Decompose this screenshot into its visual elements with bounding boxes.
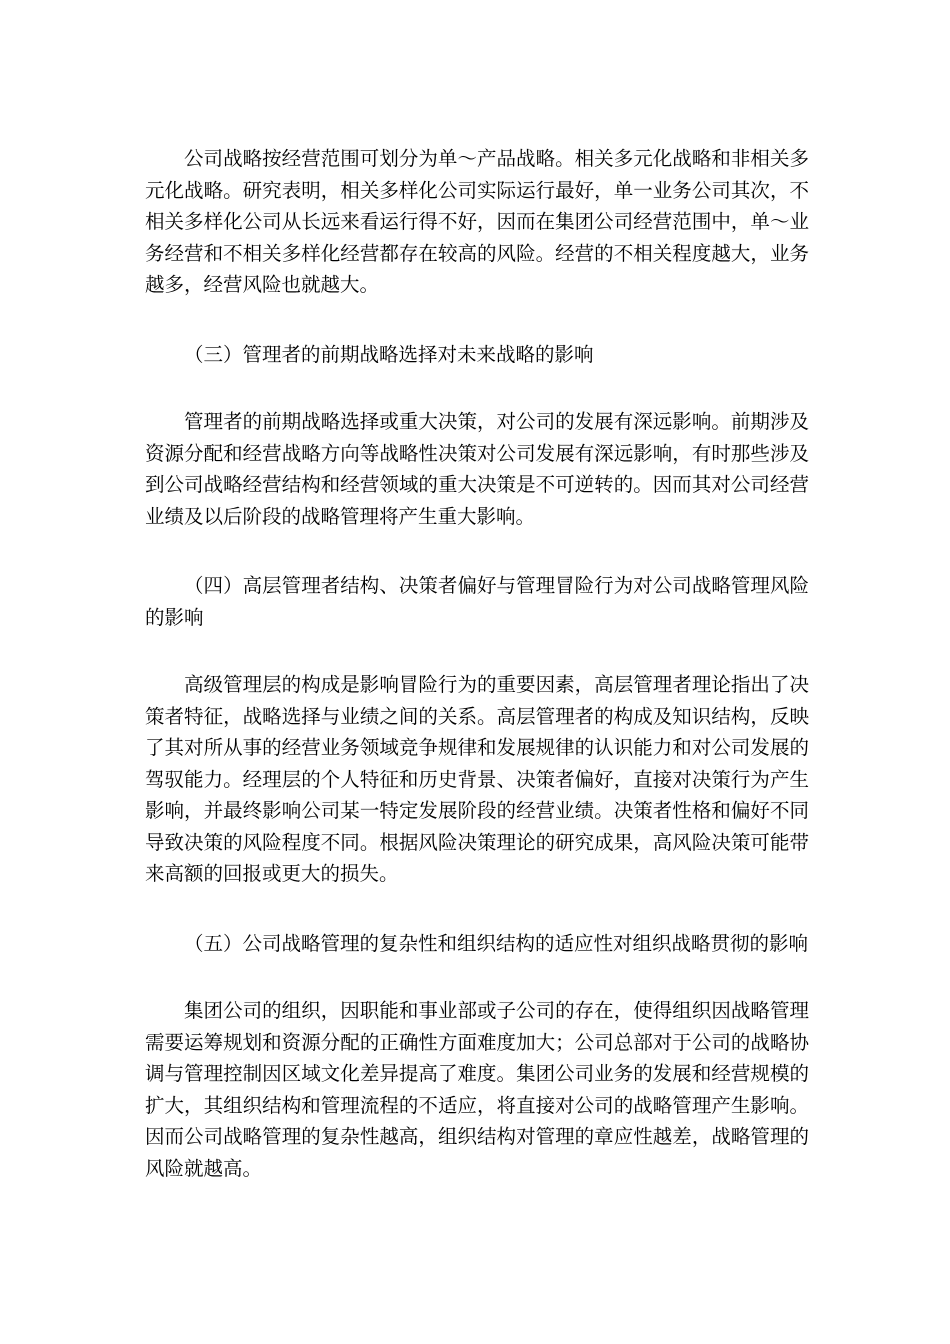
section-heading-3: （三）管理者的前期战略选择对未来战略的影响 — [184, 342, 594, 366]
document-page — [145, 143, 809, 1184]
paragraph-business-scope-strategy: 公司战略按经营范围可划分为单～产品战略。相关多元化战略和非相关多元化战略。研究表明，相关多样化公司实际运行最好，单一业务公司其次，不相关多样化公司从长远来看运行得不好，因而在集团公司经营范围中，单～业务经营和不相关多样化经营都存在较高的风险。经营的不相关程度越大，业务越多，经营风险也就越大。 — [145, 147, 809, 296]
section-heading-5: （五）公司战略管理的复杂性和组织结构的适应性对组织战略贯彻的影响 — [184, 931, 809, 955]
spacer — [145, 633, 809, 669]
spacer — [145, 301, 809, 339]
spacer — [145, 370, 809, 406]
paragraph-organization-complexity: 集团公司的组织，因职能和事业部或子公司的存在，使得组织因战略管理需要运筹规划和资源分配的正确性方面难度加大；公司总部对于公司的战略协调与管理控制因区域文化差异提高了难度。集团公司业务的发展和经营规模的扩大，其组织结构和管理流程的不适应，将直接对公司的战略管理产生影响。因而公司战略管理的复杂性越高，组织结构对管理的章应性越差，战略管理的风险就越高。 — [145, 999, 809, 1180]
spacer — [145, 959, 809, 995]
spacer — [145, 532, 809, 570]
paragraph-top-management: 高级管理层的构成是影响冒险行为的重要因素，高层管理者理论指出了决策者特征，战略选择与业绩之间的关系。高层管理者的构成及知识结构，反映了其对所从事的经营业务领域竞争规律和发展规律的认识能力和对公司发展的驾驭能力。经理层的个人特征和历史背景、决策者偏好，直接对决策行为产生影响，并最终影响公司某一特定发展阶段的经营业绩。决策者性格和偏好不同导致决策的风险程度不同。根据风险决策理论的研究成果，高风险决策可能带来高额的回报或更大的损失。 — [145, 673, 809, 885]
section-heading-4: （四）高层管理者结构、决策者偏好与管理冒险行为对公司战略管理风险的影响 — [145, 574, 809, 629]
spacer — [145, 890, 809, 928]
paragraph-prior-strategy: 管理者的前期战略选择或重大决策，对公司的发展有深远影响。前期涉及资源分配和经营战略方向等战略性决策对公司发展有深远影响，有时那些涉及到公司战略经营结构和经营领域的重大决策是不可逆转的。因而其对公司经营业绩及以后阶段的战略管理将产生重大影响。 — [145, 410, 809, 528]
